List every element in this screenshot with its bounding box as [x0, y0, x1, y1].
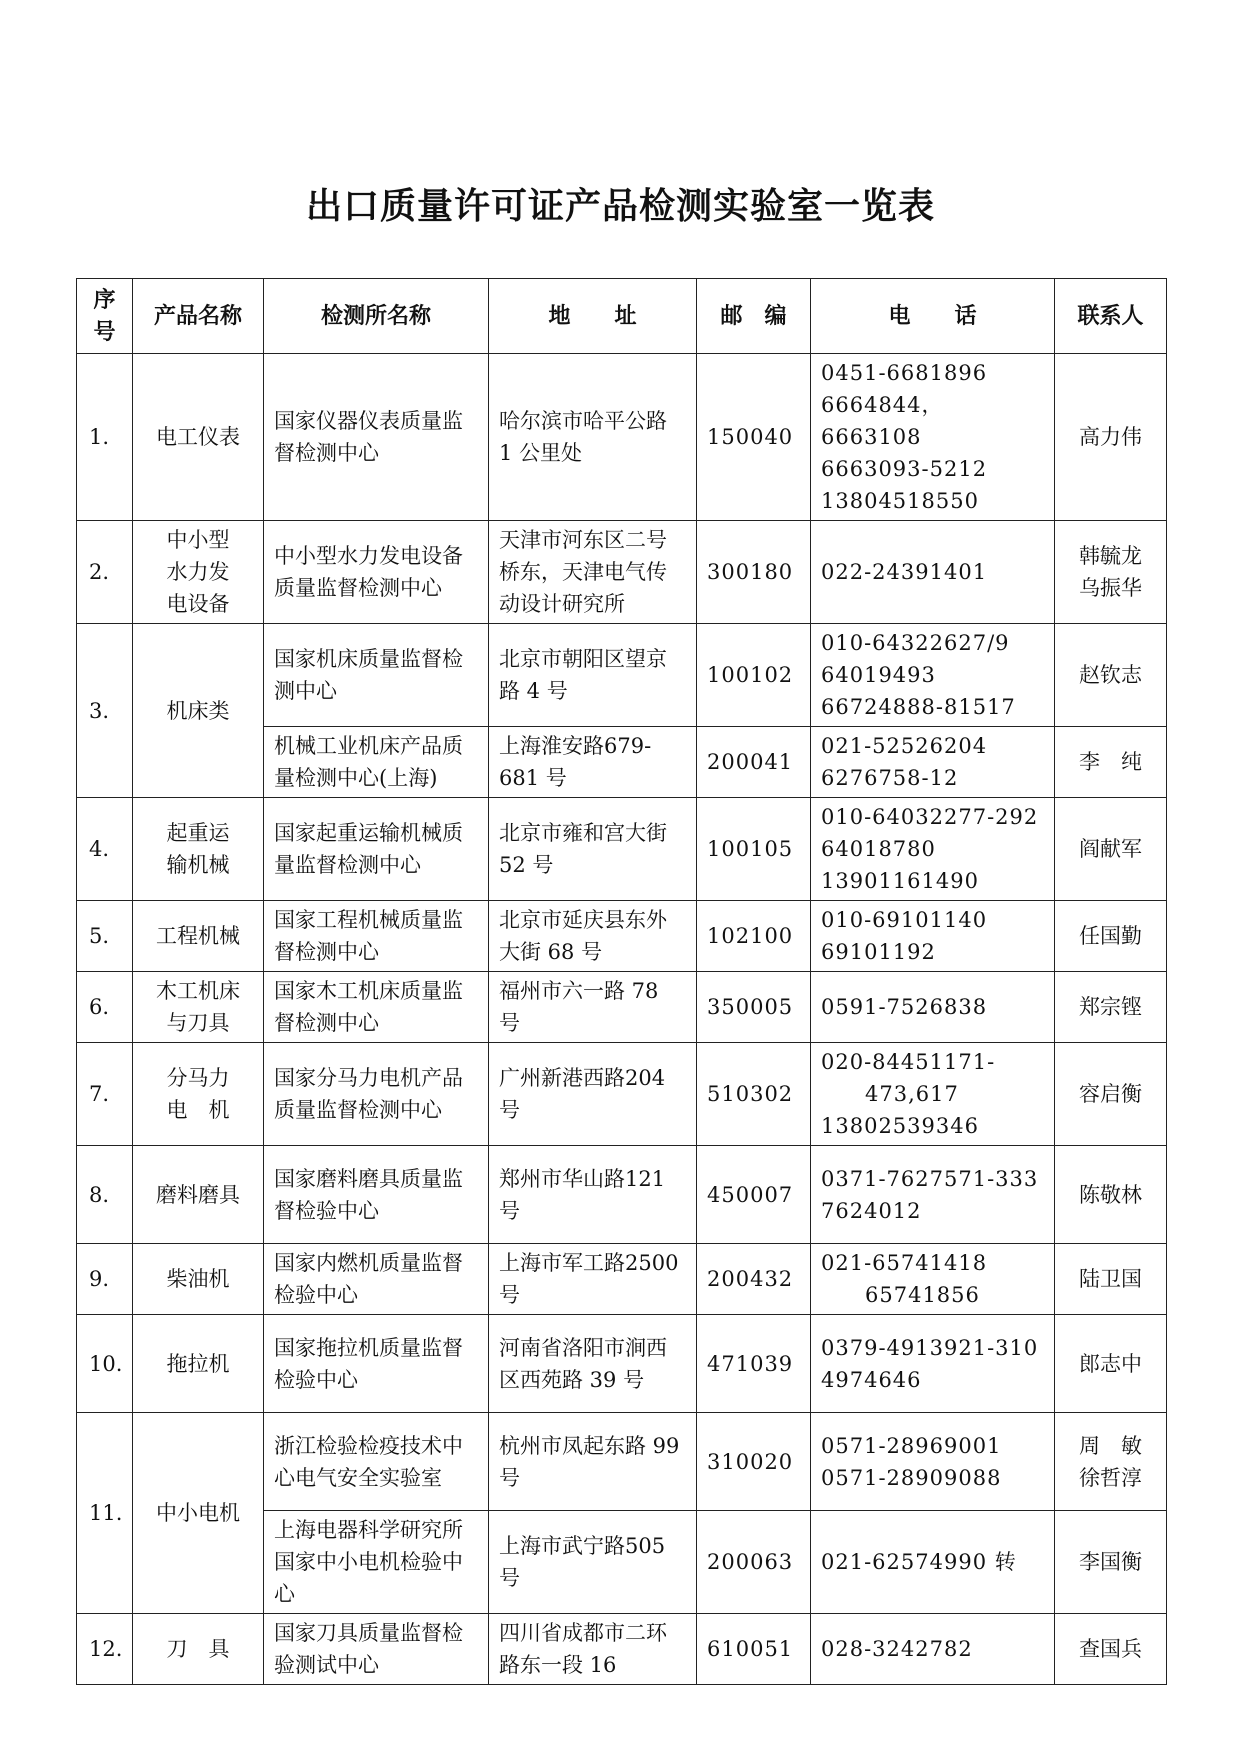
product-cell: 中小电机 — [133, 1413, 264, 1614]
address-cell: 上海淮安路679-681 号 — [489, 727, 697, 798]
postcode-cell: 450007 — [697, 1146, 811, 1244]
institute-cell: 国家拖拉机质量监督检验中心 — [264, 1315, 489, 1413]
address-cell: 天津市河东区二号桥东，天津电气传动设计研究所 — [489, 521, 697, 624]
table-row — [77, 354, 1167, 521]
product-cell: 拖拉机 — [133, 1315, 264, 1413]
postcode-cell: 200063 — [697, 1511, 811, 1614]
header-phone: 电 话 — [811, 279, 1055, 354]
contact-cell: 陆卫国 — [1055, 1244, 1167, 1315]
header-contact: 联系人 — [1055, 279, 1167, 354]
contact-cell: 郑宗铿 — [1055, 972, 1167, 1043]
address-cell: 福州市六一路 78 号 — [489, 972, 697, 1043]
postcode-cell: 150040 — [697, 354, 811, 521]
address-cell: 北京市朝阳区望京路 4 号 — [489, 624, 697, 727]
postcode-cell: 310020 — [697, 1413, 811, 1511]
seq-cell: 5. — [77, 901, 133, 972]
postcode-cell: 471039 — [697, 1315, 811, 1413]
address-cell: 河南省洛阳市涧西区西苑路 39 号 — [489, 1315, 697, 1413]
product-cell: 起重运 输机械 — [133, 798, 264, 901]
address-cell: 上海市武宁路505 号 — [489, 1511, 697, 1614]
institute-cell: 国家仪器仪表质量监督检测中心 — [264, 354, 489, 521]
postcode-cell: 102100 — [697, 901, 811, 972]
address-cell: 杭州市凤起东路 99 号 — [489, 1413, 697, 1511]
table-row — [77, 1315, 1167, 1413]
seq-cell: 10. — [77, 1315, 133, 1413]
phone-cell: 021-52526204 6276758-12 — [811, 727, 1055, 798]
seq-cell: 11. — [77, 1413, 133, 1614]
seq-cell: 4. — [77, 798, 133, 901]
table-row — [77, 1244, 1167, 1315]
table-row — [77, 521, 1167, 624]
phone-cell: 021-62574990 转 — [811, 1511, 1055, 1614]
contact-cell: 查国兵 — [1055, 1614, 1167, 1685]
postcode-cell: 350005 — [697, 972, 811, 1043]
address-cell: 北京市延庆县东外大街 68 号 — [489, 901, 697, 972]
seq-cell: 9. — [77, 1244, 133, 1315]
page-title: 出口质量许可证产品检测实验室一览表 — [305, 185, 935, 227]
table-row — [77, 1043, 1167, 1146]
seq-cell: 7. — [77, 1043, 133, 1146]
phone-cell: 0451-6681896 6664844，6663108 6663093-5212 13804518550 — [811, 354, 1055, 521]
product-cell: 机床类 — [133, 624, 264, 798]
header-row — [77, 279, 1167, 354]
contact-cell: 李 纯 — [1055, 727, 1167, 798]
seq-cell: 6. — [77, 972, 133, 1043]
contact-cell: 郎志中 — [1055, 1315, 1167, 1413]
seq-cell: 12. — [77, 1614, 133, 1685]
contact-cell: 阎献军 — [1055, 798, 1167, 901]
phone-cell: 020-84451171- 473,617 13802539346 — [811, 1043, 1055, 1146]
table-row — [77, 1146, 1167, 1244]
phone-cell: 022-24391401 — [811, 521, 1055, 624]
table-row — [77, 901, 1167, 972]
product-cell: 分马力 电 机 — [133, 1043, 264, 1146]
product-cell: 工程机械 — [133, 901, 264, 972]
institute-cell: 国家分马力电机产品质量监督检测中心 — [264, 1043, 489, 1146]
phone-cell: 010-64322627/9 64019493 66724888-81517 — [811, 624, 1055, 727]
table-row — [77, 1614, 1167, 1685]
postcode-cell: 200432 — [697, 1244, 811, 1315]
institute-cell: 国家内燃机质量监督检验中心 — [264, 1244, 489, 1315]
contact-cell: 任国勤 — [1055, 901, 1167, 972]
postcode-cell: 200041 — [697, 727, 811, 798]
seq-cell: 3. — [77, 624, 133, 798]
postcode-cell: 610051 — [697, 1614, 811, 1685]
address-cell: 上海市军工路2500 号 — [489, 1244, 697, 1315]
institute-cell: 浙江检验检疫技术中心电气安全实验室 — [264, 1413, 489, 1511]
product-cell: 柴油机 — [133, 1244, 264, 1315]
postcode-cell: 100102 — [697, 624, 811, 727]
institute-cell: 国家起重运输机械质量监督检测中心 — [264, 798, 489, 901]
phone-cell: 0379-4913921-310 4974646 — [811, 1315, 1055, 1413]
product-cell: 电工仪表 — [133, 354, 264, 521]
institute-cell: 国家机床质量监督检测中心 — [264, 624, 489, 727]
header-postcode: 邮 编 — [697, 279, 811, 354]
seq-cell: 2. — [77, 521, 133, 624]
table-row — [77, 972, 1167, 1043]
product-cell: 刀 具 — [133, 1614, 264, 1685]
table-row — [77, 624, 1167, 727]
contact-cell: 李国衡 — [1055, 1511, 1167, 1614]
institute-cell: 机械工业机床产品质量检测中心(上海) — [264, 727, 489, 798]
product-cell: 磨料磨具 — [133, 1146, 264, 1244]
postcode-cell: 300180 — [697, 521, 811, 624]
address-cell: 四川省成都市二环路东一段 16 — [489, 1614, 697, 1685]
header-address: 地 址 — [489, 279, 697, 354]
institute-cell: 国家工程机械质量监督检测中心 — [264, 901, 489, 972]
contact-cell: 周 敏 徐哲淳 — [1055, 1413, 1167, 1511]
institute-cell: 国家磨料磨具质量监督检验中心 — [264, 1146, 489, 1244]
postcode-cell: 100105 — [697, 798, 811, 901]
header-seq: 序 号 — [77, 279, 133, 354]
contact-cell: 高力伟 — [1055, 354, 1167, 521]
address-cell: 郑州市华山路121 号 — [489, 1146, 697, 1244]
contact-cell: 韩毓龙 乌振华 — [1055, 521, 1167, 624]
phone-cell: 010-64032277-292 64018780 13901161490 — [811, 798, 1055, 901]
header-product: 产品名称 — [133, 279, 264, 354]
address-cell: 哈尔滨市哈平公路 1 公里处 — [489, 354, 697, 521]
phone-cell: 021-65741418 65741856 — [811, 1244, 1055, 1315]
product-cell: 木工机床 与刀具 — [133, 972, 264, 1043]
seq-cell: 8. — [77, 1146, 133, 1244]
table-row — [77, 798, 1167, 901]
phone-cell: 0571-28969001 0571-28909088 — [811, 1413, 1055, 1511]
contact-cell: 容启衡 — [1055, 1043, 1167, 1146]
address-cell: 北京市雍和宫大街 52 号 — [489, 798, 697, 901]
phone-cell: 028-3242782 — [811, 1614, 1055, 1685]
product-cell: 中小型 水力发 电设备 — [133, 521, 264, 624]
institute-cell: 上海电器科学研究所国家中小电机检验中心 — [264, 1511, 489, 1614]
table-row — [77, 1413, 1167, 1511]
contact-cell: 赵钦志 — [1055, 624, 1167, 727]
postcode-cell: 510302 — [697, 1043, 811, 1146]
address-cell: 广州新港西路204 号 — [489, 1043, 697, 1146]
phone-cell: 0591-7526838 — [811, 972, 1055, 1043]
seq-cell: 1. — [77, 354, 133, 521]
header-institute: 检测所名称 — [264, 279, 489, 354]
institute-cell: 国家木工机床质量监督检测中心 — [264, 972, 489, 1043]
laboratory-table — [76, 278, 1167, 1685]
phone-cell: 0371-7627571-333 7624012 — [811, 1146, 1055, 1244]
phone-cell: 010-69101140 69101192 — [811, 901, 1055, 972]
contact-cell: 陈敬林 — [1055, 1146, 1167, 1244]
institute-cell: 国家刀具质量监督检验测试中心 — [264, 1614, 489, 1685]
institute-cell: 中小型水力发电设备质量监督检测中心 — [264, 521, 489, 624]
